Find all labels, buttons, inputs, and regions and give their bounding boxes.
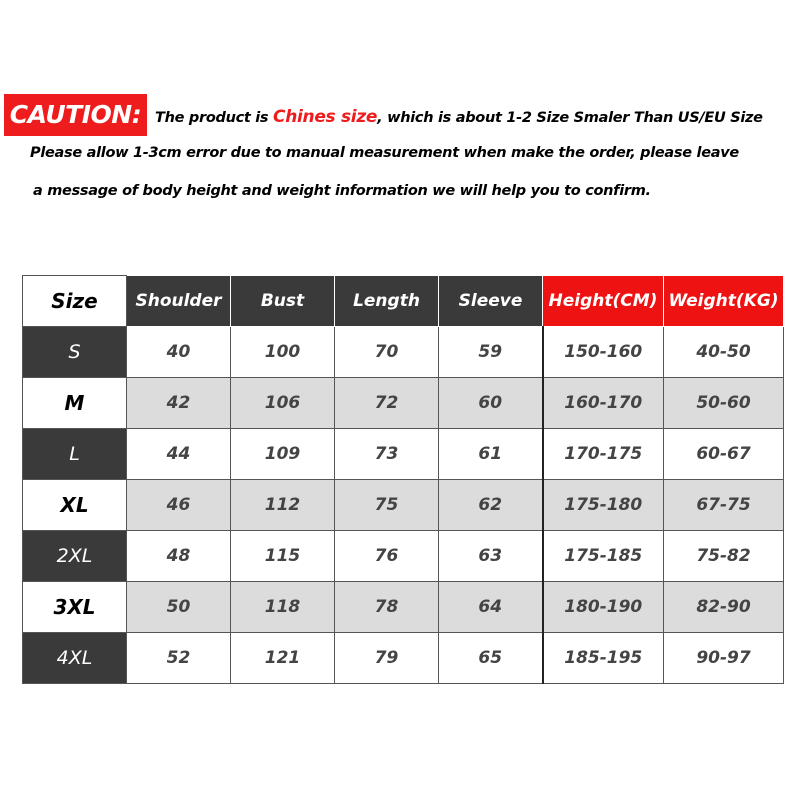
size-chart-table [22,275,784,684]
table-cell: 42 [127,378,231,429]
table-cell: 121 [231,633,335,684]
table-cell: 75 [335,480,439,531]
table-cell: 64 [439,582,543,633]
table-cell: 118 [231,582,335,633]
table-cell: 100 [231,327,335,378]
header-sleeve: Sleeve [439,276,543,327]
table-cell: 180-190 [543,582,664,633]
table-cell: 73 [335,429,439,480]
notice-highlight: Chines size [273,107,378,127]
size-cell: 2XL [23,531,127,582]
table-cell: 70 [335,327,439,378]
table-cell: 79 [335,633,439,684]
size-cell: L [23,429,127,480]
table-cell: 50 [127,582,231,633]
table-row [23,429,784,480]
table-cell: 78 [335,582,439,633]
table-cell: 185-195 [543,633,664,684]
table-cell: 175-180 [543,480,664,531]
table-cell: 82-90 [664,582,784,633]
size-cell: 3XL [23,582,127,633]
table-row [23,480,784,531]
table-cell: 75-82 [664,531,784,582]
table-cell: 72 [335,378,439,429]
table-cell: 46 [127,480,231,531]
notice-line-2: Please allow 1-3cm error due to manual measurement when make the order, please leave [30,145,739,161]
header-size: Size [23,276,127,327]
header-shoulder: Shoulder [127,276,231,327]
table-cell: 160-170 [543,378,664,429]
table-cell: 63 [439,531,543,582]
table-cell: 112 [231,480,335,531]
table-cell: 62 [439,480,543,531]
notice-line-1 [155,107,763,127]
size-cell: 4XL [23,633,127,684]
table-row [23,378,784,429]
table-cell: 40-50 [664,327,784,378]
table-cell: 170-175 [543,429,664,480]
header-height: Height(CM) [543,276,664,327]
size-cell: S [23,327,127,378]
notice-line-1-prefix: The product is [155,110,274,126]
table-cell: 60 [439,378,543,429]
table-cell: 109 [231,429,335,480]
table-header-row [23,276,784,327]
table-cell: 106 [231,378,335,429]
table-row [23,531,784,582]
table-cell: 65 [439,633,543,684]
table-cell: 60-67 [664,429,784,480]
caution-badge: CAUTION: [4,94,147,136]
table-cell: 52 [127,633,231,684]
table-cell: 76 [335,531,439,582]
header-weight: Weight(KG) [664,276,784,327]
size-cell: M [23,378,127,429]
table-cell: 40 [127,327,231,378]
table-row [23,633,784,684]
table-cell: 175-185 [543,531,664,582]
table-row [23,327,784,378]
table-cell: 50-60 [664,378,784,429]
table-cell: 59 [439,327,543,378]
table-cell: 48 [127,531,231,582]
notice-line-1-suffix: , which is about 1-2 Size Smaler Than US/EU Size [377,110,763,126]
header-bust: Bust [231,276,335,327]
table-cell: 90-97 [664,633,784,684]
table-row [23,582,784,633]
size-cell: XL [23,480,127,531]
table-cell: 44 [127,429,231,480]
table-cell: 61 [439,429,543,480]
table-cell: 150-160 [543,327,664,378]
table-cell: 115 [231,531,335,582]
header-length: Length [335,276,439,327]
notice-line-3: a message of body height and weight information we will help you to confirm. [33,183,651,199]
table-cell: 67-75 [664,480,784,531]
